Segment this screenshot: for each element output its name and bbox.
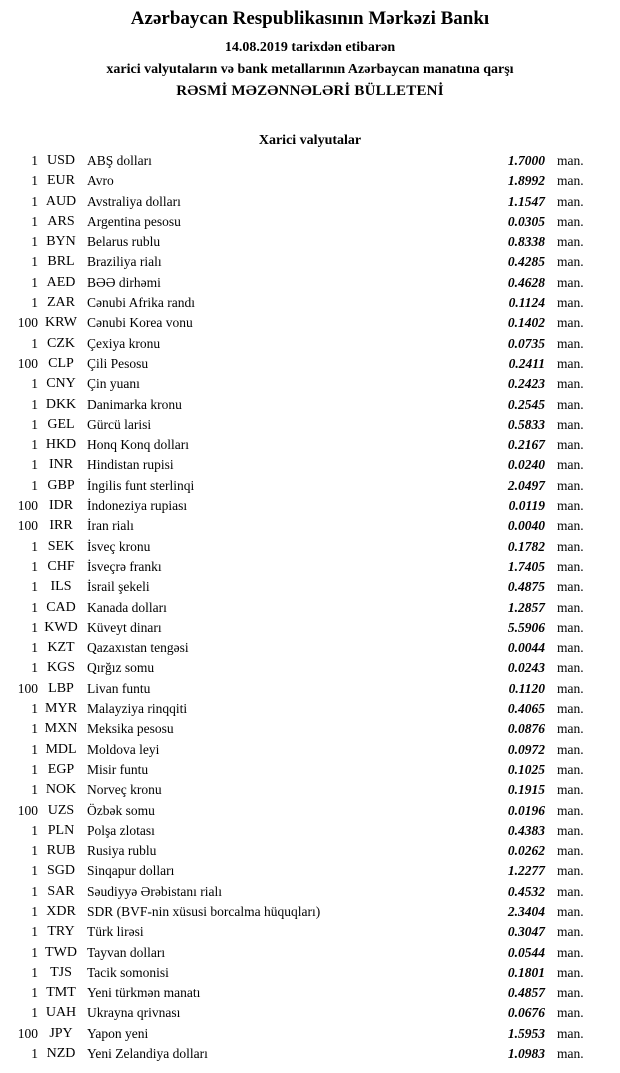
currency-code: NOK — [45, 782, 77, 798]
table-row — [0, 658, 620, 678]
currency-quantity: 1 — [31, 396, 38, 412]
currency-quantity: 1 — [31, 477, 38, 493]
currency-name: Tacik somonisi — [87, 964, 169, 980]
currency-rate: 0.2545 — [507, 396, 545, 412]
currency-rate: 0.1782 — [507, 538, 545, 554]
currency-code: INR — [48, 457, 74, 473]
currency-rate: 0.0544 — [507, 944, 545, 960]
currency-name: Gürcü larisi — [87, 416, 152, 432]
currency-code: MDL — [45, 741, 77, 757]
currency-quantity: 1 — [31, 457, 38, 473]
currency-quantity: 1 — [31, 701, 38, 717]
currency-code: KZT — [47, 640, 75, 656]
currency-code: HKD — [45, 437, 77, 453]
unit-label: man. — [557, 1005, 584, 1021]
currency-quantity: 1 — [31, 416, 38, 432]
currency-quantity: 1 — [31, 721, 38, 737]
currency-quantity: 100 — [17, 518, 38, 534]
currency-code: GEL — [47, 416, 75, 432]
currency-quantity: 1 — [31, 944, 38, 960]
currency-name: İran rialı — [87, 518, 134, 534]
currency-name: Braziliya rialı — [87, 254, 162, 270]
currency-quantity: 1 — [31, 903, 38, 919]
currency-quantity: 1 — [31, 213, 38, 229]
currency-code: TMT — [46, 985, 76, 1001]
currency-name: Rusiya rublu — [87, 843, 157, 859]
currency-rate: 0.1801 — [507, 964, 545, 980]
unit-label: man. — [557, 903, 584, 919]
table-row — [0, 212, 620, 232]
unit-label: man. — [557, 924, 584, 940]
currency-code: EGP — [47, 761, 75, 777]
unit-label: man. — [557, 964, 584, 980]
currency-rate: 0.2167 — [507, 437, 545, 453]
currency-rate: 0.2411 — [508, 355, 545, 371]
unit-label: man. — [557, 822, 584, 838]
table-row — [0, 821, 620, 841]
unit-label: man. — [557, 213, 584, 229]
table-row — [0, 151, 620, 171]
currency-quantity: 100 — [17, 1025, 38, 1041]
currency-name: Çexiya kronu — [87, 335, 161, 351]
currency-code: BYN — [46, 234, 76, 250]
currency-code: TWD — [45, 944, 77, 960]
unit-label: man. — [557, 558, 584, 574]
currency-quantity: 1 — [31, 863, 38, 879]
unit-label: man. — [557, 295, 584, 311]
currency-rate: 0.0305 — [507, 213, 545, 229]
unit-label: man. — [557, 883, 584, 899]
currency-code: ZAR — [47, 295, 75, 311]
table-row — [0, 780, 620, 800]
currency-name: İsveç kronu — [87, 538, 151, 554]
currency-rate: 0.0735 — [507, 335, 545, 351]
currency-code: ILS — [50, 579, 72, 595]
currency-name: BƏƏ dirhəmi — [87, 274, 161, 290]
currency-name: Avstraliya dolları — [87, 193, 181, 209]
unit-label: man. — [557, 498, 584, 514]
currency-quantity: 1 — [31, 822, 38, 838]
currency-quantity: 1 — [31, 193, 38, 209]
unit-label: man. — [557, 985, 584, 1001]
table-row — [0, 1024, 620, 1044]
currency-code: SEK — [47, 538, 75, 554]
currency-name: Yeni Zelandiya dolları — [87, 1046, 208, 1062]
currency-quantity: 1 — [31, 558, 38, 574]
document-header — [0, 0, 620, 101]
table-row — [0, 638, 620, 658]
table-row — [0, 1003, 620, 1023]
currency-rate: 0.5833 — [507, 416, 545, 432]
currency-rate: 0.1120 — [508, 680, 545, 696]
currency-rate: 0.2423 — [507, 376, 545, 392]
currency-quantity: 1 — [31, 599, 38, 615]
unit-label: man. — [557, 741, 584, 757]
table-row — [0, 618, 620, 638]
currency-quantity: 1 — [31, 1005, 38, 1021]
currency-name: Avro — [87, 173, 114, 189]
currency-quantity: 1 — [31, 173, 38, 189]
currency-rate: 2.3404 — [507, 903, 545, 919]
currency-rate: 1.5953 — [507, 1025, 545, 1041]
currency-code: XDR — [46, 903, 76, 919]
currency-rate: 0.8338 — [507, 234, 545, 250]
currency-rate: 0.4532 — [507, 883, 545, 899]
currency-rate: 0.0119 — [508, 498, 545, 514]
currency-name: Norveç kronu — [87, 782, 162, 798]
table-row — [0, 740, 620, 760]
currency-quantity: 1 — [31, 619, 38, 635]
unit-label: man. — [557, 416, 584, 432]
currency-rate: 2.0497 — [507, 477, 545, 493]
unit-label: man. — [557, 457, 584, 473]
currency-name: Argentina pesosu — [87, 213, 181, 229]
table-row — [0, 455, 620, 475]
currency-code: AED — [46, 274, 76, 290]
currency-name: Polşa zlotası — [87, 822, 155, 838]
unit-label: man. — [557, 721, 584, 737]
currency-rate: 0.0243 — [507, 660, 545, 676]
unit-label: man. — [557, 396, 584, 412]
unit-label: man. — [557, 153, 584, 168]
table-row — [0, 1044, 620, 1064]
currency-code: SGD — [46, 863, 75, 879]
unit-label: man. — [557, 274, 584, 290]
bulletin-subtitle: xarici valyutaların və bank metallarının Azərbaycan manatına qarşı — [106, 62, 514, 77]
unit-label: man. — [557, 782, 584, 798]
currency-quantity: 1 — [31, 883, 38, 899]
table-row — [0, 252, 620, 272]
unit-label: man. — [557, 761, 584, 777]
unit-label: man. — [557, 579, 584, 595]
currency-code: GBP — [47, 477, 75, 493]
currency-quantity: 1 — [31, 741, 38, 757]
table-row — [0, 699, 620, 719]
currency-quantity: 100 — [17, 315, 38, 331]
currency-name: Danimarka kronu — [87, 396, 182, 412]
currency-name: İsveçrə frankı — [87, 558, 162, 574]
unit-label: man. — [557, 802, 584, 818]
exchange-rates-table — [0, 151, 620, 1064]
unit-label: man. — [557, 843, 584, 859]
currency-rate: 1.7000 — [507, 153, 545, 168]
currency-code: IRR — [49, 518, 73, 534]
currency-quantity: 1 — [31, 538, 38, 554]
currency-rate: 5.5906 — [507, 619, 545, 635]
currency-code: UZS — [47, 802, 75, 818]
currency-rate: 0.4857 — [507, 985, 545, 1001]
unit-label: man. — [557, 863, 584, 879]
table-row — [0, 232, 620, 252]
currency-quantity: 1 — [31, 335, 38, 351]
currency-quantity: 1 — [31, 579, 38, 595]
currency-quantity: 1 — [31, 274, 38, 290]
currency-quantity: 1 — [31, 437, 38, 453]
table-row — [0, 334, 620, 354]
currency-rate: 0.0876 — [507, 721, 545, 737]
table-row — [0, 171, 620, 191]
table-row — [0, 313, 620, 333]
currency-rate: 0.4628 — [507, 274, 545, 290]
table-row — [0, 415, 620, 435]
currency-code: RUB — [46, 843, 76, 859]
table-row — [0, 577, 620, 597]
currency-quantity: 1 — [31, 640, 38, 656]
currency-code: CAD — [46, 599, 76, 615]
currency-quantity: 1 — [31, 295, 38, 311]
currency-quantity: 1 — [31, 985, 38, 1001]
currency-quantity: 1 — [31, 964, 38, 980]
currency-code: ARS — [47, 213, 75, 229]
currency-name: Malayziya rinqqiti — [87, 701, 188, 717]
currency-name: Ukrayna qrivnası — [87, 1005, 181, 1021]
table-row — [0, 943, 620, 963]
currency-name: Cənubi Korea vonu — [87, 315, 193, 331]
currency-code: KGS — [46, 660, 75, 676]
currency-rate: 0.0972 — [507, 741, 545, 757]
currency-quantity: 1 — [31, 234, 38, 250]
table-row — [0, 374, 620, 394]
currency-quantity: 1 — [31, 782, 38, 798]
currency-quantity: 1 — [31, 254, 38, 270]
currency-rate: 1.7405 — [507, 558, 545, 574]
unit-label: man. — [557, 518, 584, 534]
currency-quantity: 100 — [17, 680, 38, 696]
currency-name: Honq Konq dolları — [87, 437, 189, 453]
currency-code: CNY — [46, 376, 76, 392]
effective-date: 14.08.2019 tarixdən etibarən — [224, 40, 396, 55]
currency-name: Özbək somu — [87, 802, 155, 818]
currency-name: Səudiyyə Ərəbistanı rialı — [87, 883, 222, 899]
currency-code: MYR — [45, 701, 77, 717]
currency-rate: 0.0044 — [507, 640, 545, 656]
table-row — [0, 760, 620, 780]
table-row — [0, 516, 620, 536]
unit-label: man. — [557, 437, 584, 453]
table-row — [0, 435, 620, 455]
table-row — [0, 293, 620, 313]
currency-name: Çili Pesosu — [87, 355, 149, 371]
unit-label: man. — [557, 680, 584, 696]
currency-quantity: 100 — [17, 355, 38, 371]
currency-name: Meksika pesosu — [87, 721, 174, 737]
bank-title: Azərbaycan Respublikasının Mərkəzi Bankı — [130, 8, 490, 29]
currency-name: Türk lirəsi — [87, 924, 144, 940]
unit-label: man. — [557, 619, 584, 635]
currency-code: AUD — [45, 193, 77, 209]
currency-quantity: 1 — [31, 660, 38, 676]
unit-label: man. — [557, 640, 584, 656]
currency-quantity: 1 — [31, 843, 38, 859]
currency-code: IDR — [48, 498, 74, 514]
table-row — [0, 861, 620, 881]
table-row — [0, 273, 620, 293]
currency-rate: 0.4285 — [507, 254, 545, 270]
currency-quantity: 1 — [31, 761, 38, 777]
unit-label: man. — [557, 376, 584, 392]
currency-code: TRY — [47, 924, 75, 940]
currency-name: Küveyt dinarı — [87, 619, 162, 635]
currency-name: Moldova leyi — [87, 741, 160, 757]
currency-code: KRW — [45, 315, 77, 331]
unit-label: man. — [557, 1046, 584, 1062]
table-row — [0, 922, 620, 942]
currency-code: CLP — [48, 355, 74, 371]
currency-name: Belarus rublu — [87, 234, 161, 250]
currency-name: İndoneziya rupiası — [87, 498, 188, 514]
unit-label: man. — [557, 173, 584, 189]
currency-rate: 0.0262 — [507, 843, 545, 859]
currency-quantity: 1 — [31, 153, 38, 168]
currency-rate: 1.2277 — [507, 863, 545, 879]
currency-quantity: 100 — [17, 802, 38, 818]
unit-label: man. — [557, 701, 584, 717]
table-row — [0, 983, 620, 1003]
currency-rate: 0.4065 — [507, 701, 545, 717]
currency-code: PLN — [47, 822, 75, 838]
table-row — [0, 598, 620, 618]
currency-name: Qazaxıstan tengəsi — [87, 640, 189, 656]
currency-code: DKK — [45, 396, 77, 412]
unit-label: man. — [557, 599, 584, 615]
currency-rate: 0.0040 — [507, 518, 545, 534]
currency-name: Tayvan dolları — [87, 944, 166, 960]
unit-label: man. — [557, 254, 584, 270]
currency-code: CZK — [47, 335, 75, 351]
unit-label: man. — [557, 355, 584, 371]
table-row — [0, 395, 620, 415]
currency-name: İsrail şekeli — [87, 579, 150, 595]
currency-name: Misir funtu — [87, 761, 149, 777]
table-row — [0, 537, 620, 557]
table-row — [0, 841, 620, 861]
currency-name: Kanada dolları — [87, 599, 167, 615]
currency-name: Qırğız somu — [87, 660, 155, 676]
section-title: Xarici valyutalar — [258, 133, 362, 148]
table-row — [0, 476, 620, 496]
table-row — [0, 496, 620, 516]
table-row — [0, 902, 620, 922]
currency-quantity: 1 — [31, 376, 38, 392]
currency-rate: 0.3047 — [507, 924, 545, 940]
currency-quantity: 1 — [31, 1046, 38, 1062]
currency-code: USD — [46, 153, 75, 168]
currency-name: Livan funtu — [87, 680, 151, 696]
currency-name: Çin yuanı — [87, 376, 140, 392]
currency-code: SAR — [47, 883, 75, 899]
unit-label: man. — [557, 315, 584, 331]
currency-name: Yeni türkmən manatı — [87, 985, 201, 1001]
currency-name: Sinqapur dolları — [87, 863, 175, 879]
currency-code: CHF — [47, 558, 75, 574]
currency-code: TJS — [50, 964, 72, 980]
currency-code: BRL — [47, 254, 75, 270]
currency-code: NZD — [46, 1046, 76, 1062]
currency-name: İngilis funt sterlinqi — [87, 477, 195, 493]
currency-rate: 0.0240 — [507, 457, 545, 473]
currency-rate: 0.0196 — [507, 802, 545, 818]
table-row — [0, 679, 620, 699]
currency-rate: 1.8992 — [507, 173, 545, 189]
unit-label: man. — [557, 1025, 584, 1041]
unit-label: man. — [557, 234, 584, 250]
currency-name: Cənubi Afrika randı — [87, 295, 195, 311]
currency-code: KWD — [44, 619, 78, 635]
currency-name: SDR (BVF-nin xüsusi borcalma hüquqları) — [87, 903, 321, 919]
currency-name: ABŞ dolları — [87, 153, 152, 168]
unit-label: man. — [557, 335, 584, 351]
currency-rate: 0.1402 — [507, 315, 545, 331]
unit-label: man. — [557, 538, 584, 554]
table-row — [0, 801, 620, 821]
currency-name: Hindistan rupisi — [87, 457, 174, 473]
currency-code: LBP — [48, 680, 74, 696]
unit-label: man. — [557, 477, 584, 493]
currency-rate: 0.4383 — [507, 822, 545, 838]
unit-label: man. — [557, 944, 584, 960]
currency-name: Yapon yeni — [87, 1025, 149, 1041]
currency-rate: 0.1915 — [507, 782, 545, 798]
table-row — [0, 719, 620, 739]
currency-rate: 1.0983 — [507, 1046, 545, 1062]
currency-code: EUR — [47, 173, 75, 189]
table-row — [0, 192, 620, 212]
table-row — [0, 354, 620, 374]
currency-rate: 0.1025 — [507, 761, 545, 777]
currency-rate: 0.0676 — [507, 1005, 545, 1021]
currency-rate: 0.4875 — [507, 579, 545, 595]
currency-quantity: 100 — [17, 498, 38, 514]
currency-rate: 1.2857 — [507, 599, 545, 615]
table-row — [0, 882, 620, 902]
currency-code: UAH — [45, 1005, 77, 1021]
currency-quantity: 1 — [31, 924, 38, 940]
currency-rate: 0.1124 — [508, 295, 545, 311]
currency-code: MXN — [44, 721, 78, 737]
unit-label: man. — [557, 193, 584, 209]
currency-rate: 1.1547 — [507, 193, 545, 209]
table-row — [0, 557, 620, 577]
table-row — [0, 963, 620, 983]
currency-code: JPY — [49, 1025, 73, 1041]
unit-label: man. — [557, 660, 584, 676]
bulletin-title: RƏSMİ MƏZƏNNƏLƏRİ BÜLLETENİ — [176, 83, 444, 99]
